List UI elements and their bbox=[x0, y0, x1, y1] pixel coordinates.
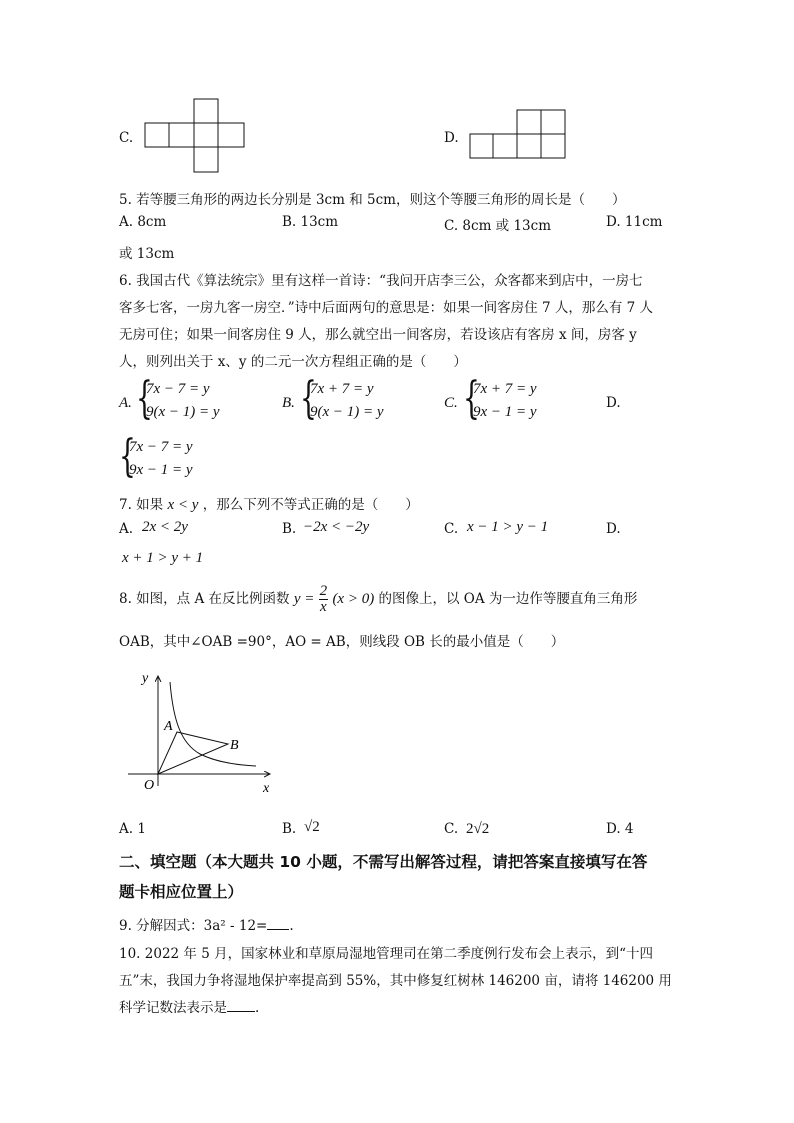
brace-icon: { bbox=[119, 431, 136, 482]
equation-2: 9x − 1 = y bbox=[129, 462, 193, 478]
question-9-text: 9. 分解因式：3a² - 12= bbox=[119, 918, 268, 934]
option-c-net-figure bbox=[144, 98, 246, 174]
point-b-label: B bbox=[230, 738, 239, 753]
y-axis-label: y bbox=[142, 671, 149, 686]
stem-prefix: 8. 如图，点 A 在反比例函数 bbox=[119, 591, 290, 607]
question-5-option-c: C. 8cm 或 13cm bbox=[444, 218, 552, 234]
question-8-stem-line-2: OAB，其中∠OAB =90°，AO = AB，则线段 OB 长的最小值是（ ） bbox=[119, 634, 565, 650]
equation-1: 7x + 7 = y bbox=[310, 381, 374, 397]
equation-2: 9x − 1 = y bbox=[473, 404, 537, 420]
point-a-label: A bbox=[164, 719, 173, 734]
hyperbola-curve bbox=[170, 682, 256, 766]
question-5-option-a: A. 8cm bbox=[119, 214, 167, 230]
question-8-figure bbox=[120, 668, 280, 796]
question-6-option-b-label: B. bbox=[282, 395, 295, 411]
fraction-denominator: x bbox=[320, 599, 327, 615]
section-2-heading-line-2: 题卡相应位置上） bbox=[119, 883, 244, 901]
question-8-option-a: A. 1 bbox=[119, 821, 146, 837]
question-7-option-d: x + 1 > y + 1 bbox=[122, 550, 204, 566]
equation-2: 9(x − 1) = y bbox=[146, 404, 220, 420]
option-d-net-figure bbox=[469, 109, 567, 159]
fraction-numerator: 2 bbox=[319, 583, 328, 599]
answer-blank bbox=[227, 999, 255, 1012]
question-8-option-b-value: √2 bbox=[304, 819, 320, 835]
question-7-option-a-label: A. bbox=[119, 521, 134, 537]
brace-icon: { bbox=[136, 373, 153, 424]
question-10-text: 科学记数法表示是 bbox=[119, 1000, 227, 1016]
question-10-end: . bbox=[255, 1000, 260, 1016]
question-5-stem: 5. 若等腰三角形的两边长分别是 3cm 和 5cm，则这个等腰三角形的周长是（ ） bbox=[119, 192, 626, 208]
question-6-option-a-label: A. bbox=[119, 395, 132, 411]
question-7-option-a: 2x < 2y bbox=[142, 519, 188, 535]
stem-suffix: ，那么下列不等式正确的是（ ） bbox=[202, 497, 419, 513]
question-8-option-c-value: 2√2 bbox=[466, 821, 490, 837]
brace-icon: { bbox=[300, 373, 317, 424]
question-9-end: . bbox=[289, 918, 294, 934]
stem-condition: x < y bbox=[167, 497, 199, 513]
answer-blank bbox=[267, 917, 289, 930]
equation-2: 9(x − 1) = y bbox=[310, 404, 384, 420]
question-7-option-c: x − 1 > y − 1 bbox=[467, 519, 549, 535]
question-7-option-b-label: B. bbox=[282, 521, 297, 537]
question-6-line-3: 无房可住；如果一间客房住 9 人，那么就空出一间客房，若设该店有客房 x 间，房客 y bbox=[119, 327, 637, 343]
question-6-line-2: 客多七客，一房九客一房空．”诗中后面两句的意思是：如果一间客房住 7 人，那么有 7 人 bbox=[119, 300, 653, 316]
question-6-line-4: 人，则列出关于 x、y 的二元一次方程组正确的是（ ） bbox=[119, 354, 467, 370]
question-5-option-d: D. 11cm bbox=[606, 214, 663, 230]
question-8-option-d: D. 4 bbox=[606, 821, 634, 837]
equation-1: 7x + 7 = y bbox=[473, 381, 537, 397]
question-10-line-3 bbox=[119, 996, 259, 1016]
question-9 bbox=[119, 914, 294, 934]
question-7-option-d-label: D. bbox=[606, 521, 621, 537]
question-10-line-1: 10. 2022 年 5 月，国家林业和草原局湿地管理司在第二季度例行发布会上表示，到“十四 bbox=[119, 946, 653, 962]
stem-prefix: 7. 如果 bbox=[119, 497, 164, 513]
triangle-oab bbox=[158, 732, 228, 774]
question-7-option-b: −2x < −2y bbox=[303, 519, 370, 535]
x-axis-label: x bbox=[263, 781, 270, 796]
question-8-stem-line-1 bbox=[119, 584, 637, 615]
question-7-stem bbox=[119, 493, 419, 514]
option-d-label: D. bbox=[444, 130, 459, 146]
brace-icon: { bbox=[463, 373, 480, 424]
question-6-option-d-label: D. bbox=[606, 395, 621, 411]
question-5-option-d-continued: 或 13cm bbox=[119, 246, 175, 262]
question-7-option-c-label: C. bbox=[444, 521, 459, 537]
equation-1: 7x − 7 = y bbox=[129, 439, 193, 455]
question-5-option-b: B. 13cm bbox=[282, 214, 339, 230]
stem-suffix: 的图像上，以 OA 为一边作等腰直角三角形 bbox=[378, 591, 638, 607]
equation-1: 7x − 7 = y bbox=[146, 381, 210, 397]
function-fraction bbox=[319, 584, 329, 615]
point-o-label: O bbox=[144, 778, 155, 793]
question-8-option-b-label: B. bbox=[282, 821, 297, 837]
function-domain: (x > 0) bbox=[332, 591, 375, 607]
question-10-line-2: 五”末，我国力争将湿地保护率提高到 55%，其中修复红树林 146200 亩，请将 146200 用 bbox=[119, 973, 672, 989]
question-6-option-c-label: C. bbox=[444, 395, 458, 411]
question-8-option-c-label: C. bbox=[444, 821, 459, 837]
function-y: y = bbox=[293, 591, 315, 607]
question-6-line-1: 6. 我国古代《算法统宗》里有这样一首诗：“我问开店李三公，众客都来到店中，一房七 bbox=[119, 273, 643, 289]
option-c-label: C. bbox=[119, 130, 134, 146]
section-2-heading-line-1: 二、填空题（本大题共 10 小题，不需写出解答过程，请把答案直接填写在答 bbox=[119, 853, 648, 871]
